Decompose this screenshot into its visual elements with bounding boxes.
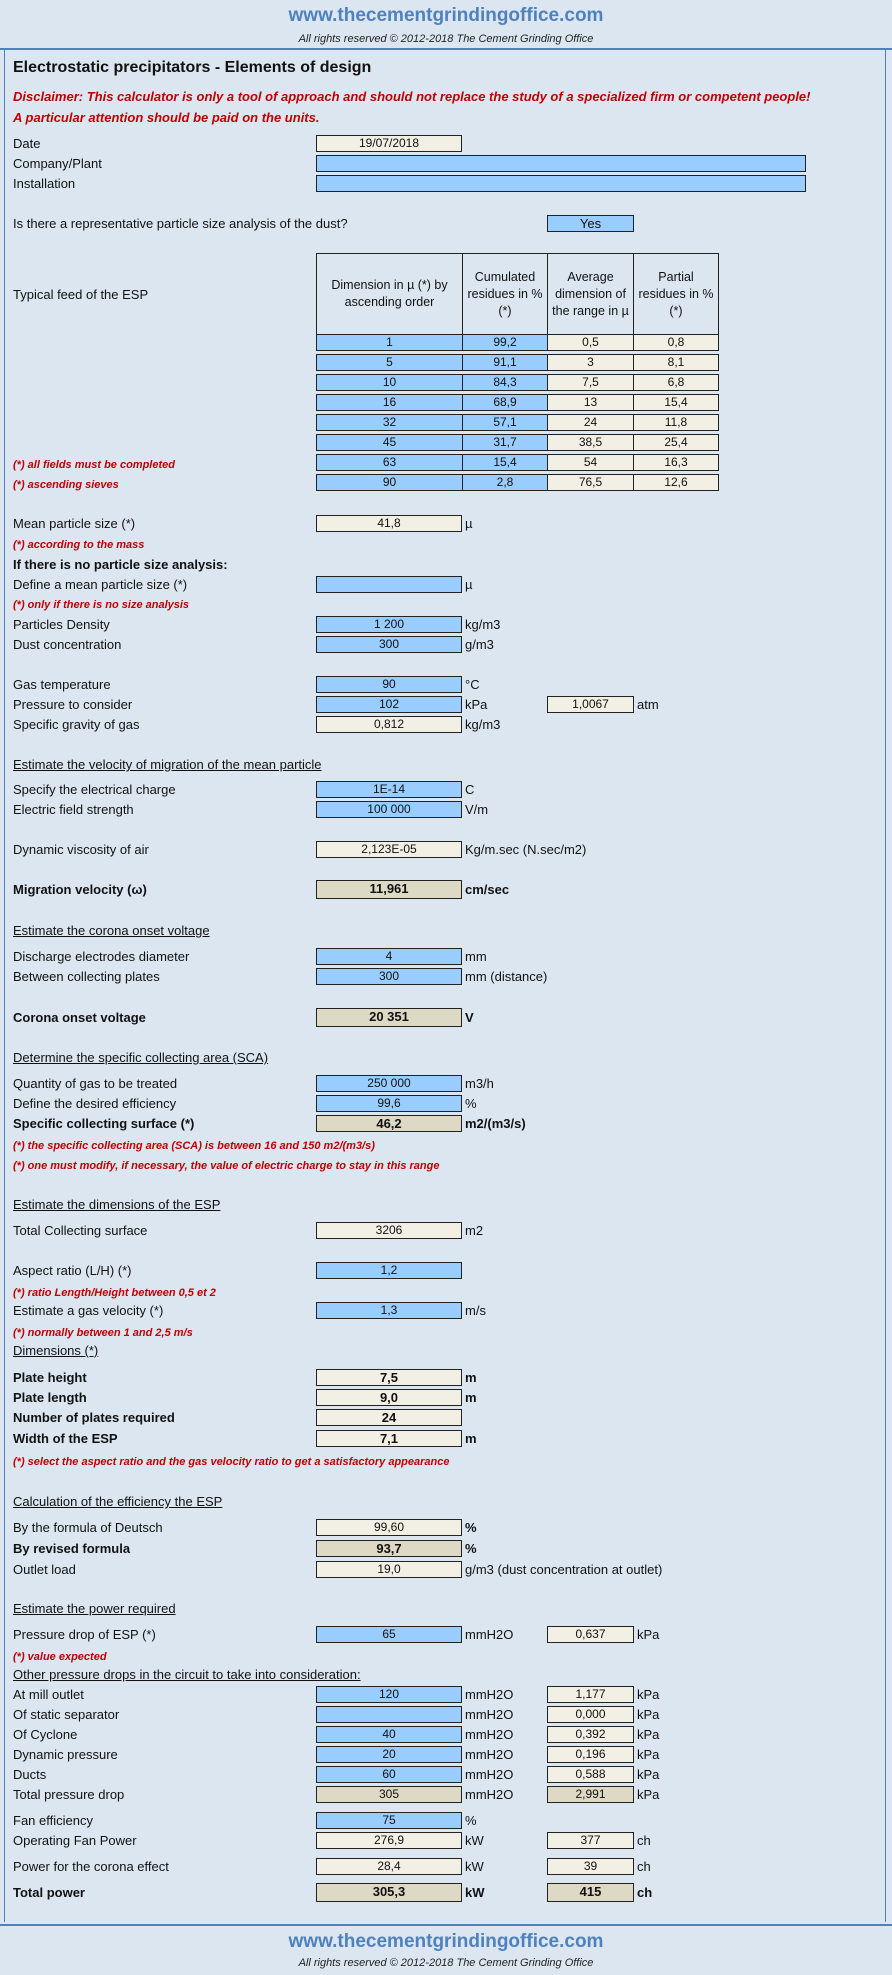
sca-section-title: Determine the specific collecting area (SCA) (13, 1050, 269, 1065)
viscosity-unit: Kg/m.sec (N.sec/m2) (465, 842, 587, 857)
define-mean-field[interactable] (316, 576, 462, 593)
feed-note-ascending: (*) ascending sieves (13, 479, 119, 491)
revised-value: 93,7 (316, 1540, 462, 1557)
gas-velocity-unit: m/s (465, 1303, 486, 1318)
dimension-cell[interactable]: 90 (316, 474, 463, 491)
corona-power-value: 28,4 (316, 1858, 462, 1875)
dimension-cell[interactable]: 1 (316, 334, 463, 351)
charge-field[interactable]: 1E-14 (316, 781, 462, 798)
total-drop-unit: mmH2O (465, 1787, 514, 1802)
mean-label: Mean particle size (*) (13, 516, 136, 531)
esp-width-unit: m (465, 1431, 477, 1446)
esp-drop-kpa-unit: kPa (637, 1627, 660, 1642)
electrode-diameter-label: Discharge electrodes diameter (13, 949, 190, 964)
dimension-cell[interactable]: 5 (316, 354, 463, 371)
page-header (0, 0, 892, 50)
partial-cell: 12,6 (633, 474, 719, 491)
table-header-dimension: Dimension in µ (*) by ascending order (316, 253, 463, 335)
drop-label: Dynamic pressure (13, 1747, 118, 1762)
average-cell: 7,5 (547, 374, 634, 391)
efficiency-section-title: Calculation of the efficiency the ESP (13, 1494, 223, 1509)
efficiency-label: Define the desired efficiency (13, 1096, 177, 1111)
drop-kpa: 0,000 (547, 1706, 634, 1723)
drop-field[interactable] (316, 1706, 462, 1723)
disclaimer: Disclaimer: This calculator is only a tool of approach and should not replace the study of a specialized firm or competent people! (13, 89, 811, 104)
dimension-cell[interactable]: 16 (316, 394, 463, 411)
plate-distance-field[interactable]: 300 (316, 968, 462, 985)
efficiency-field[interactable]: 99,6 (316, 1095, 462, 1112)
date-label: Date (13, 136, 41, 151)
revised-unit: % (465, 1541, 477, 1556)
corona-voltage-unit: V (465, 1010, 474, 1025)
migration-velocity-unit: cm/sec (465, 882, 510, 897)
average-cell: 13 (547, 394, 634, 411)
page-footer (0, 1924, 892, 1975)
gas-quantity-field[interactable]: 250 000 (316, 1075, 462, 1092)
viscosity-value: 2,123E-05 (316, 841, 462, 858)
feed-note-complete: (*) all fields must be completed (13, 459, 175, 471)
dims-note: (*) select the aspect ratio and the gas velocity ratio to get a satisfactory appearance (13, 1456, 450, 1468)
migration-velocity-value: 11,961 (316, 880, 462, 899)
dimension-cell[interactable]: 32 (316, 414, 463, 431)
company-label: Company/Plant (13, 156, 102, 171)
drop-kpa: 0,588 (547, 1766, 634, 1783)
gas-temp-label: Gas temperature (13, 677, 111, 692)
cumulated-cell[interactable]: 99,2 (462, 334, 548, 351)
corona-voltage-label: Corona onset voltage (13, 1010, 146, 1025)
fan-efficiency-label: Fan efficiency (13, 1813, 93, 1828)
mean-note: (*) according to the mass (13, 539, 145, 551)
density-field[interactable]: 1 200 (316, 616, 462, 633)
migration-velocity-label: Migration velocity (ω) (13, 882, 147, 897)
average-cell: 38,5 (547, 434, 634, 451)
average-cell: 0,5 (547, 334, 634, 351)
esp-drop-kpa: 0,637 (547, 1626, 634, 1643)
installation-label: Installation (13, 176, 76, 191)
average-cell: 3 (547, 354, 634, 371)
drop-field[interactable]: 60 (316, 1766, 462, 1783)
esp-drop-note: (*) value expected (13, 1651, 107, 1663)
field-strength-field[interactable]: 100 000 (316, 801, 462, 818)
density-label: Particles Density (13, 617, 110, 632)
average-cell: 24 (547, 414, 634, 431)
dust-unit: g/m3 (465, 637, 494, 652)
plate-length-label: Plate length (13, 1390, 87, 1405)
collecting-surface-unit: m2/(m3/s) (465, 1116, 526, 1131)
total-power-ch-unit: ch (637, 1885, 653, 1900)
pressure-field[interactable]: 102 (316, 696, 462, 713)
cumulated-cell[interactable]: 68,9 (462, 394, 548, 411)
copyright: All rights reserved © 2012-2018 The Cement Grinding Office (298, 33, 594, 45)
gas-velocity-label: Estimate a gas velocity (*) (13, 1303, 164, 1318)
dust-field[interactable]: 300 (316, 636, 462, 653)
gravity-label: Specific gravity of gas (13, 717, 140, 732)
esp-width-label: Width of the ESP (13, 1431, 118, 1446)
efficiency-unit: % (465, 1096, 477, 1111)
gravity-unit: kg/m3 (465, 717, 501, 732)
field-strength-label: Electric field strength (13, 802, 134, 817)
drop-field[interactable]: 20 (316, 1746, 462, 1763)
drop-kpa-unit: kPa (637, 1707, 660, 1722)
feed-label: Typical feed of the ESP (13, 287, 149, 302)
total-drop-kpa: 2,991 (547, 1786, 634, 1803)
table-header-cumulated: Cumulated residues in % (*) (462, 253, 548, 335)
collecting-surface-value: 46,2 (316, 1115, 462, 1132)
partial-cell: 11,8 (633, 414, 719, 431)
gas-quantity-unit: m3/h (465, 1076, 494, 1091)
disclaimer-units: A particular attention should be paid on the units. (13, 110, 320, 125)
drop-label: At mill outlet (13, 1687, 84, 1702)
revised-label: By revised formula (13, 1541, 131, 1556)
drop-kpa: 0,392 (547, 1726, 634, 1743)
pressure-unit: kPa (465, 697, 488, 712)
partial-cell: 8,1 (633, 354, 719, 371)
cumulated-cell[interactable]: 2,8 (462, 474, 548, 491)
total-drop-kpa-unit: kPa (637, 1787, 660, 1802)
psa-question: Is there a representative particle size analysis of the dust? (13, 216, 348, 231)
drop-unit: mmH2O (465, 1767, 514, 1782)
drop-label: Of Cyclone (13, 1727, 78, 1742)
company-field[interactable] (316, 155, 806, 172)
plate-distance-label: Between collecting plates (13, 969, 160, 984)
drop-kpa-unit: kPa (637, 1747, 660, 1762)
page-title: Electrostatic precipitators - Elements of design (13, 59, 372, 76)
total-power-unit: kW (465, 1885, 485, 1900)
plate-length-value: 9,0 (316, 1389, 462, 1406)
cumulated-cell[interactable]: 91,1 (462, 354, 548, 371)
migration-section-title: Estimate the velocity of migration of the mean particle (13, 757, 322, 772)
footer-site-link[interactable]: www.thecementgrindingoffice.com (288, 1931, 604, 1952)
psa-select[interactable]: Yes (547, 215, 634, 232)
sca-note-range: (*) the specific collecting area (SCA) is between 16 and 150 m2/(m3/s) (13, 1140, 375, 1152)
esp-drop-label: Pressure drop of ESP (*) (13, 1627, 156, 1642)
drop-unit: mmH2O (465, 1707, 514, 1722)
average-cell: 54 (547, 454, 634, 471)
dimension-cell[interactable]: 45 (316, 434, 463, 451)
aspect-ratio-note: (*) ratio Length/Height between 0,5 et 2 (13, 1287, 216, 1299)
define-mean-note: (*) only if there is no size analysis (13, 599, 190, 611)
fan-efficiency-field[interactable]: 75 (316, 1812, 462, 1829)
aspect-ratio-label: Aspect ratio (L/H) (*) (13, 1263, 132, 1278)
drop-label: Of static separator (13, 1707, 120, 1722)
dims-section-title: Estimate the dimensions of the ESP (13, 1197, 221, 1212)
plate-height-label: Plate height (13, 1370, 87, 1385)
pressure-label: Pressure to consider (13, 697, 133, 712)
drop-label: Ducts (13, 1767, 47, 1782)
fan-power-ch: 377 (547, 1832, 634, 1849)
fan-power-value: 276,9 (316, 1832, 462, 1849)
no-analysis-heading: If there is no particle size analysis: (13, 557, 228, 572)
gravity-value: 0,812 (316, 716, 462, 733)
drop-kpa: 1,177 (547, 1686, 634, 1703)
partial-cell: 0,8 (633, 334, 719, 351)
field-strength-unit: V/m (465, 802, 489, 817)
fan-power-ch-unit: ch (637, 1833, 651, 1848)
partial-cell: 16,3 (633, 454, 719, 471)
collecting-surface-label: Specific collecting surface (*) (13, 1116, 195, 1131)
footer-copyright: All rights reserved © 2012-2018 The Cement Grinding Office (298, 1957, 594, 1969)
corona-power-label: Power for the corona effect (13, 1859, 169, 1874)
outlet-value: 19,0 (316, 1561, 462, 1578)
sca-note-modify: (*) one must modify, if necessary, the value of electric charge to stay in this range (13, 1160, 440, 1172)
define-mean-unit: µ (465, 577, 473, 592)
dimension-cell[interactable]: 63 (316, 454, 463, 471)
electrode-diameter-unit: mm (465, 949, 487, 964)
total-drop-value: 305 (316, 1786, 462, 1803)
cumulated-cell[interactable]: 15,4 (462, 454, 548, 471)
gas-temp-field[interactable]: 90 (316, 676, 462, 693)
total-power-label: Total power (13, 1885, 85, 1900)
corona-voltage-value: 20 351 (316, 1008, 462, 1027)
total-power-value: 305,3 (316, 1883, 462, 1902)
mean-value: 41,8 (316, 515, 462, 532)
plate-distance-unit: mm (distance) (465, 969, 548, 984)
deutsch-label: By the formula of Deutsch (13, 1520, 163, 1535)
plate-height-unit: m (465, 1370, 477, 1385)
corona-section-title: Estimate the corona onset voltage (13, 923, 210, 938)
corona-power-unit: kW (465, 1859, 484, 1874)
table-header-average: Average dimension of the range in µ (547, 253, 634, 335)
average-cell: 76,5 (547, 474, 634, 491)
drop-unit: mmH2O (465, 1727, 514, 1742)
gas-velocity-note: (*) normally between 1 and 2,5 m/s (13, 1327, 193, 1339)
dimensions-subtitle: Dimensions (*) (13, 1343, 99, 1358)
total-surface-unit: m2 (465, 1223, 484, 1238)
mean-unit: µ (465, 516, 473, 531)
dust-label: Dust concentration (13, 637, 122, 652)
date-field[interactable]: 19/07/2018 (316, 135, 462, 152)
power-section-title: Estimate the power required (13, 1601, 176, 1616)
drop-field[interactable]: 40 (316, 1726, 462, 1743)
plate-height-value: 7,5 (316, 1369, 462, 1386)
corona-power-ch-unit: ch (637, 1859, 651, 1874)
partial-cell: 15,4 (633, 394, 719, 411)
cumulated-cell[interactable]: 84,3 (462, 374, 548, 391)
deutsch-value: 99,60 (316, 1519, 462, 1536)
pressure-atm-unit: atm (637, 697, 659, 712)
partial-cell: 6,8 (633, 374, 719, 391)
gas-velocity-field[interactable]: 1,3 (316, 1302, 462, 1319)
total-surface-value: 3206 (316, 1222, 462, 1239)
fan-power-unit: kW (465, 1833, 484, 1848)
total-drop-label: Total pressure drop (13, 1787, 125, 1802)
pressure-atm-value: 1,0067 (547, 696, 634, 713)
esp-width-value: 7,1 (316, 1430, 462, 1447)
cumulated-cell[interactable]: 57,1 (462, 414, 548, 431)
esp-drop-unit: mmH2O (465, 1627, 514, 1642)
drop-field[interactable]: 120 (316, 1686, 462, 1703)
installation-field[interactable] (316, 175, 806, 192)
dimension-cell[interactable]: 10 (316, 374, 463, 391)
partial-cell: 25,4 (633, 434, 719, 451)
gas-temp-unit: °C (465, 677, 480, 692)
drop-kpa-unit: kPa (637, 1687, 660, 1702)
plates-required-label: Number of plates required (13, 1410, 175, 1425)
fan-power-label: Operating Fan Power (13, 1833, 137, 1848)
drop-kpa-unit: kPa (637, 1727, 660, 1742)
total-power-ch: 415 (547, 1883, 634, 1902)
drop-kpa-unit: kPa (637, 1767, 660, 1782)
drop-unit: mmH2O (465, 1747, 514, 1762)
charge-unit: C (465, 782, 475, 797)
charge-label: Specify the electrical charge (13, 782, 176, 797)
outlet-unit: g/m3 (dust concentration at outlet) (465, 1562, 663, 1577)
gas-quantity-label: Quantity of gas to be treated (13, 1076, 178, 1091)
plates-required-value: 24 (316, 1409, 462, 1426)
drop-kpa: 0,196 (547, 1746, 634, 1763)
define-mean-label: Define a mean particle size (*) (13, 577, 188, 592)
density-unit: kg/m3 (465, 617, 501, 632)
electrode-diameter-field[interactable]: 4 (316, 948, 462, 965)
outlet-label: Outlet load (13, 1562, 76, 1577)
drop-unit: mmH2O (465, 1687, 514, 1702)
plate-length-unit: m (465, 1390, 477, 1405)
other-drops-heading: Other pressure drops in the circuit to take into consideration: (13, 1667, 361, 1682)
site-link[interactable]: www.thecementgrindingoffice.com (288, 5, 604, 26)
esp-drop-field[interactable]: 65 (316, 1626, 462, 1643)
table-header-partial: Partial residues in % (*) (633, 253, 719, 335)
aspect-ratio-field[interactable]: 1,2 (316, 1262, 462, 1279)
viscosity-label: Dynamic viscosity of air (13, 842, 149, 857)
corona-power-ch: 39 (547, 1858, 634, 1875)
fan-efficiency-unit: % (465, 1813, 477, 1828)
total-surface-label: Total Collecting surface (13, 1223, 148, 1238)
deutsch-unit: % (465, 1520, 477, 1535)
cumulated-cell[interactable]: 31,7 (462, 434, 548, 451)
